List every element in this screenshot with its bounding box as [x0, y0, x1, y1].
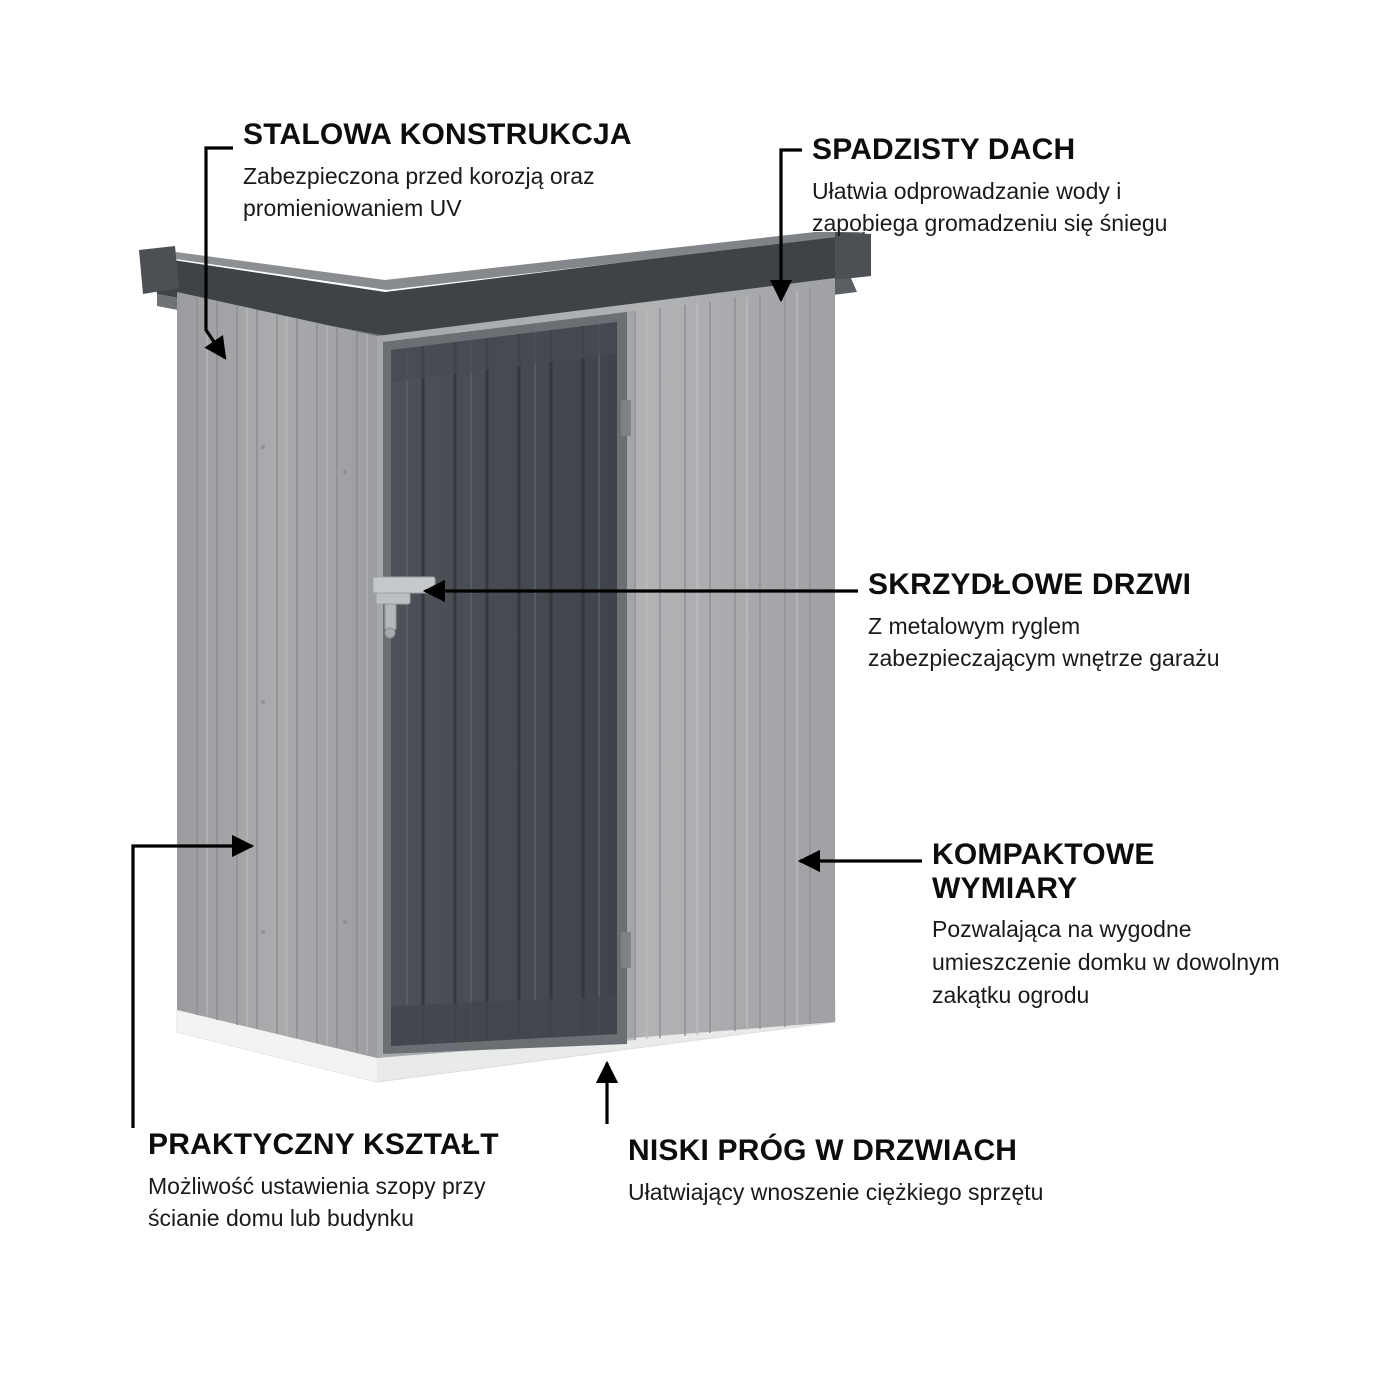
- callout-low-threshold: [628, 1134, 1058, 1208]
- callout-description: Możliwość ustawienia szopy przy ścianie domu lub budynku: [148, 1172, 486, 1232]
- callout-description: Z metalowym ryglem zabezpieczającym wnętrze garażu: [868, 612, 1220, 672]
- callout-compact-dimensions: [932, 838, 1292, 1011]
- callout-title: NISKI PRÓG W DRZWIACH: [628, 1134, 1018, 1167]
- callout-title: STALOWA KONSTRUKCJA: [243, 118, 632, 151]
- callout-description: Zabezpieczona przed korozją oraz promieniowaniem UV: [243, 162, 595, 222]
- callout-title: KOMPAKTOWE WYMIARY: [932, 838, 1155, 905]
- callout-title: PRAKTYCZNY KSZTAŁT: [148, 1128, 499, 1161]
- callout-title: SPADZISTY DACH: [812, 133, 1076, 166]
- callout-practical-shape: [148, 1128, 508, 1235]
- callout-description: Ułatwiający wnoszenie ciężkiego sprzętu: [628, 1178, 1044, 1205]
- callout-description: Pozwalająca na wygodne umieszczenie domku w dowolnym zakątku ogrodu: [932, 916, 1280, 1008]
- product-image-metal-garden-shed: [135, 232, 875, 1137]
- callout-description: Ułatwia odprowadzanie wody i zapobiega gromadzeniu się śniegu: [812, 177, 1168, 237]
- callout-title: SKRZYDŁOWE DRZWI: [868, 568, 1192, 601]
- callout-hinged-doors: [868, 568, 1248, 675]
- callout-steel-construction: [243, 118, 713, 225]
- callout-sloped-roof: [812, 133, 1212, 240]
